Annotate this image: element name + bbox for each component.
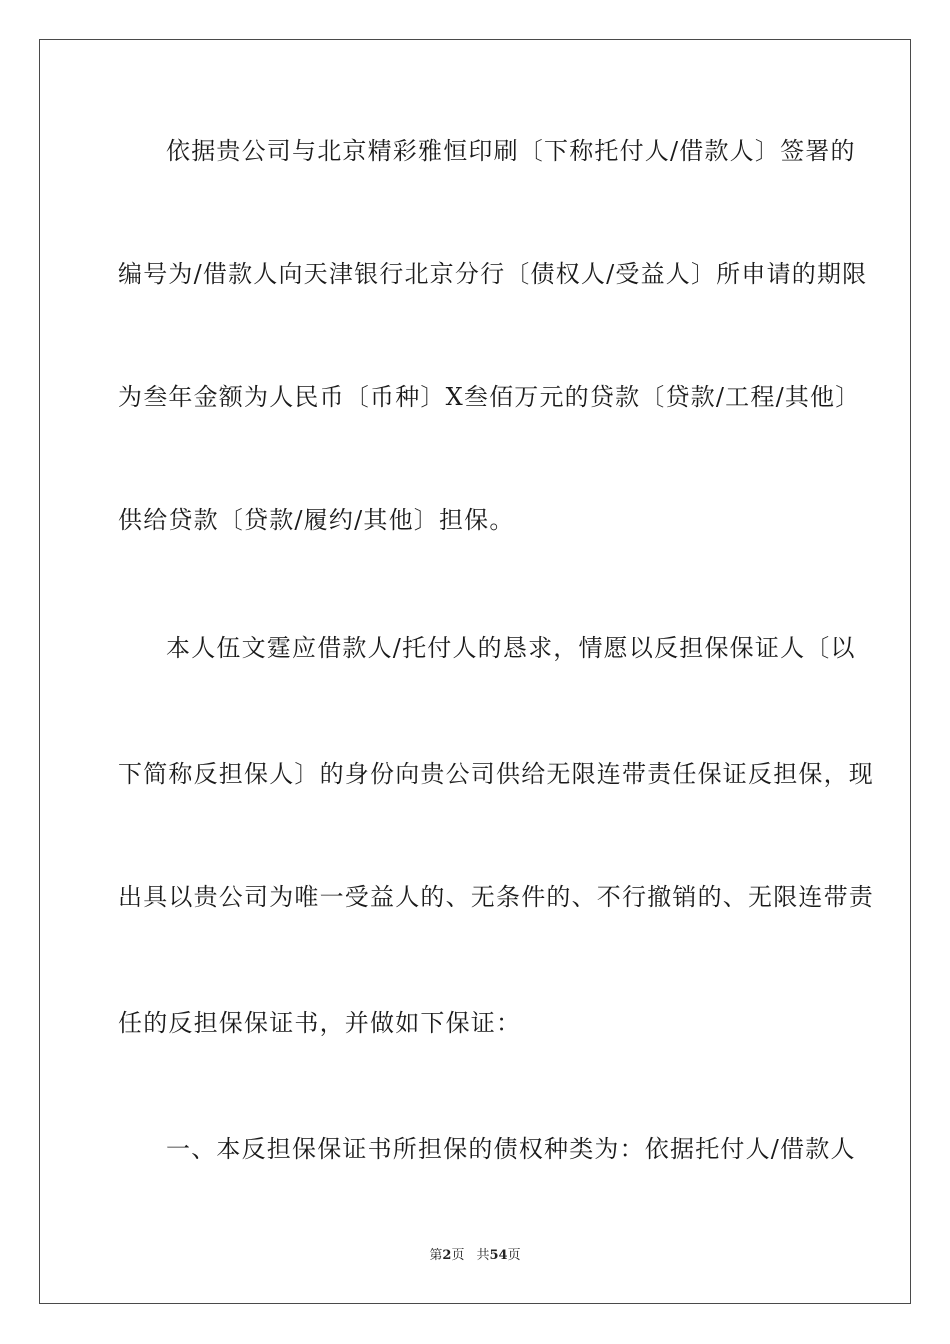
footer-total-pages: 54 xyxy=(489,1248,508,1263)
paragraph-2-line-2: 下简称反担保人〕的身份向贵公司供给无限连带责任保证反担保，现 xyxy=(118,760,874,788)
page-border xyxy=(39,39,911,1304)
paragraph-3-line-1: 一、本反担保保证书所担保的债权种类为：依据托付人/借款人 xyxy=(166,1135,856,1163)
paragraph-1-line-4: 供给贷款〔贷款/履约/其他〕担保。 xyxy=(118,506,515,534)
paragraph-1-line-3: 为叁年金额为人民币〔币种〕X叁佰万元的贷款〔贷款/工程/其他〕 xyxy=(118,383,861,411)
footer-total-prefix: 共 xyxy=(476,1248,490,1263)
paragraph-2-line-4: 任的反担保保证书，并做如下保证： xyxy=(118,1009,522,1037)
footer-page-number: 2 xyxy=(442,1248,452,1263)
paragraph-2-line-3: 出具以贵公司为唯一受益人的、无条件的、不行撤销的、无限连带责 xyxy=(118,883,874,911)
footer-page-prefix: 第 xyxy=(429,1248,443,1263)
page-footer xyxy=(0,1247,950,1265)
footer-page-suffix: 页 xyxy=(451,1248,465,1263)
paragraph-1-line-1: 依据贵公司与北京精彩雅恒印刷〔下称托付人/借款人〕签署的 xyxy=(166,137,856,165)
footer-total-suffix: 页 xyxy=(507,1248,521,1263)
paragraph-1-line-2: 编号为/借款人向天津银行北京分行〔债权人/受益人〕所申请的期限 xyxy=(118,260,868,288)
paragraph-2-line-1: 本人伍文霆应借款人/托付人的恳求，情愿以反担保保证人〔以 xyxy=(166,634,856,662)
